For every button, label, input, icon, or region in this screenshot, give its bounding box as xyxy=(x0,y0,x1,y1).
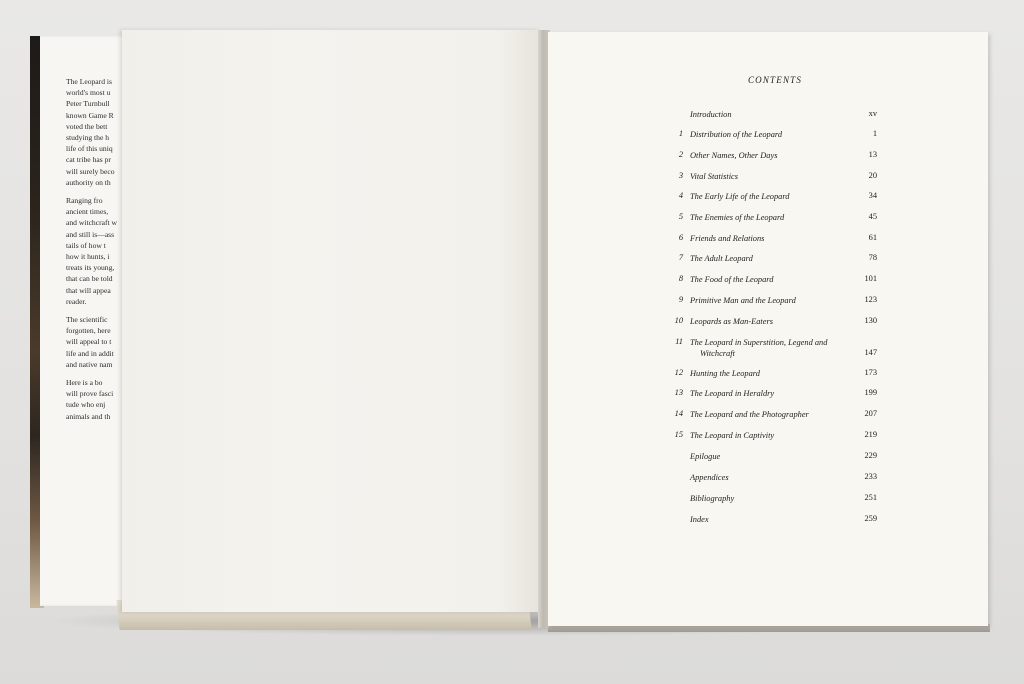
toc-chapter-number: 2 xyxy=(678,150,683,159)
toc-page-number: 147 xyxy=(864,348,877,357)
toc-chapter-number: 5 xyxy=(678,212,683,221)
toc-chapter-number: 1 xyxy=(678,129,683,138)
toc-chapter-number: 11 xyxy=(675,337,683,346)
toc-entry-title: Hunting the Leopard xyxy=(690,369,760,378)
toc-page-number: 207 xyxy=(864,409,877,418)
toc-page-number: 199 xyxy=(864,388,877,397)
toc-entry-title: Friends and Relations xyxy=(690,234,765,243)
jacket-flap-line: that can be told xyxy=(66,274,113,284)
jacket-flap-line: animals and th xyxy=(66,411,111,421)
jacket-flap-line: that will appea xyxy=(66,285,111,295)
toc-entry-title: Leopards as Man-Eaters xyxy=(690,317,773,326)
toc-entry-title: The Leopard in Captivity xyxy=(690,431,775,440)
toc-entry-title: The Food of the Leopard xyxy=(690,275,774,284)
jacket-flap-line: forgotten, here xyxy=(66,326,111,336)
toc-page-number: 251 xyxy=(864,493,877,502)
toc-entry-title: Vital Statistics xyxy=(690,172,738,181)
toc-entry-title: Introduction xyxy=(690,110,732,119)
toc-chapter-number: 7 xyxy=(678,253,683,262)
toc-entry-title: Bibliography xyxy=(690,494,735,503)
toc-entry-title: The Leopard and the Photographer xyxy=(690,410,809,419)
toc-chapter-number: 3 xyxy=(678,171,683,180)
toc-chapter-number: 8 xyxy=(678,274,683,283)
toc-chapter-number: 9 xyxy=(678,295,683,304)
toc-page-number: 34 xyxy=(868,191,877,200)
jacket-flap-line: will surely beco xyxy=(66,166,115,176)
toc-page-number: 229 xyxy=(864,451,877,460)
toc-entry-title-continued: Witchcraft xyxy=(700,349,735,358)
jacket-flap-line: authority on th xyxy=(66,177,111,187)
toc-page-number: 78 xyxy=(868,253,877,262)
toc-chapter-number: 14 xyxy=(674,409,683,418)
jacket-flap-line: tude who enj xyxy=(66,400,106,410)
jacket-flap-paragraph xyxy=(66,195,122,307)
jacket-flap-line: and still is—ass xyxy=(66,229,115,239)
jacket-flap-line: studying the h xyxy=(66,133,110,143)
toc-entry-title: Epilogue xyxy=(690,452,721,461)
toc-page-number: 219 xyxy=(864,430,877,439)
jacket-flap-line: Here is a bo xyxy=(66,378,103,388)
jacket-flap-line: The Leopard is xyxy=(66,77,112,86)
jacket-flap-line: life of this uniq xyxy=(66,144,113,154)
jacket-flap-line: treats its young, xyxy=(66,263,115,273)
toc-page-number: 173 xyxy=(864,368,877,377)
toc-chapter-number: 6 xyxy=(678,233,683,242)
jacket-flap-text xyxy=(66,76,122,429)
jacket-flap-line: The scientific xyxy=(66,315,108,325)
jacket-flap-line: Peter Turnbull xyxy=(66,99,110,109)
jacket-flap-line: tails of how t xyxy=(66,240,106,250)
toc-entry-title: The Leopard in Superstition, Legend and xyxy=(690,338,828,347)
jacket-flap-line: life and in addit xyxy=(66,348,114,358)
jacket-flap-line: ancient times, xyxy=(66,207,109,217)
jacket-flap-line: known Game R xyxy=(66,110,114,120)
toc-entry-title: Other Names, Other Days xyxy=(690,151,778,160)
toc-entry-title: The Early Life of the Leopard xyxy=(690,192,790,201)
toc-page-number: 20 xyxy=(868,171,877,180)
jacket-flap-line: cat tribe has pr xyxy=(66,155,111,165)
toc-entry-title: The Leopard in Heraldry xyxy=(690,389,775,398)
toc-page-number: 130 xyxy=(864,316,877,325)
toc-page-number: 123 xyxy=(864,295,877,304)
contents-page xyxy=(548,32,988,626)
jacket-flap-line: world's most u xyxy=(66,88,111,98)
toc-page-number: 1 xyxy=(872,129,877,138)
jacket-flap-line: will appeal to t xyxy=(66,337,112,347)
jacket-flap-line: will prove fasci xyxy=(66,389,114,399)
jacket-flap-paragraph xyxy=(66,314,122,370)
jacket-flap-paragraph xyxy=(66,377,122,422)
toc-page-number: 259 xyxy=(864,514,877,523)
left-blank-page xyxy=(122,30,540,612)
jacket-flap-line: how it hunts, i xyxy=(66,252,110,262)
toc-page-number: 61 xyxy=(868,233,877,242)
jacket-flap-line: Ranging fro xyxy=(66,196,103,206)
toc-page-number: 45 xyxy=(868,212,877,221)
toc-page-number: 233 xyxy=(864,472,877,481)
toc-chapter-number: 15 xyxy=(674,430,683,439)
toc-chapter-number: 4 xyxy=(678,191,683,200)
toc-entry-title: The Adult Leopard xyxy=(690,254,753,263)
toc-entry-title: Distribution of the Leopard xyxy=(690,130,783,139)
toc-entry-title: Primitive Man and the Leopard xyxy=(690,296,796,305)
toc-page-number: 13 xyxy=(868,150,877,159)
jacket-flap-line: and native nam xyxy=(66,359,113,369)
toc-page-number: 101 xyxy=(864,274,877,283)
contents-title: CONTENTS xyxy=(747,75,803,85)
toc-entry-title: The Enemies of the Leopard xyxy=(690,213,785,222)
toc-entry-title: Appendices xyxy=(690,473,729,482)
toc-entry-title: Index xyxy=(690,515,709,524)
jacket-flap-paragraph xyxy=(66,76,122,188)
jacket-flap-line: voted the bett xyxy=(66,121,108,131)
toc-chapter-number: 10 xyxy=(674,316,683,325)
toc-chapter-number: 13 xyxy=(674,388,683,397)
toc-chapter-number: 12 xyxy=(674,368,683,377)
jacket-flap-line: reader. xyxy=(66,296,87,306)
toc-page-number: xv xyxy=(868,109,877,118)
jacket-flap-line: and witchcraft w xyxy=(66,218,118,228)
